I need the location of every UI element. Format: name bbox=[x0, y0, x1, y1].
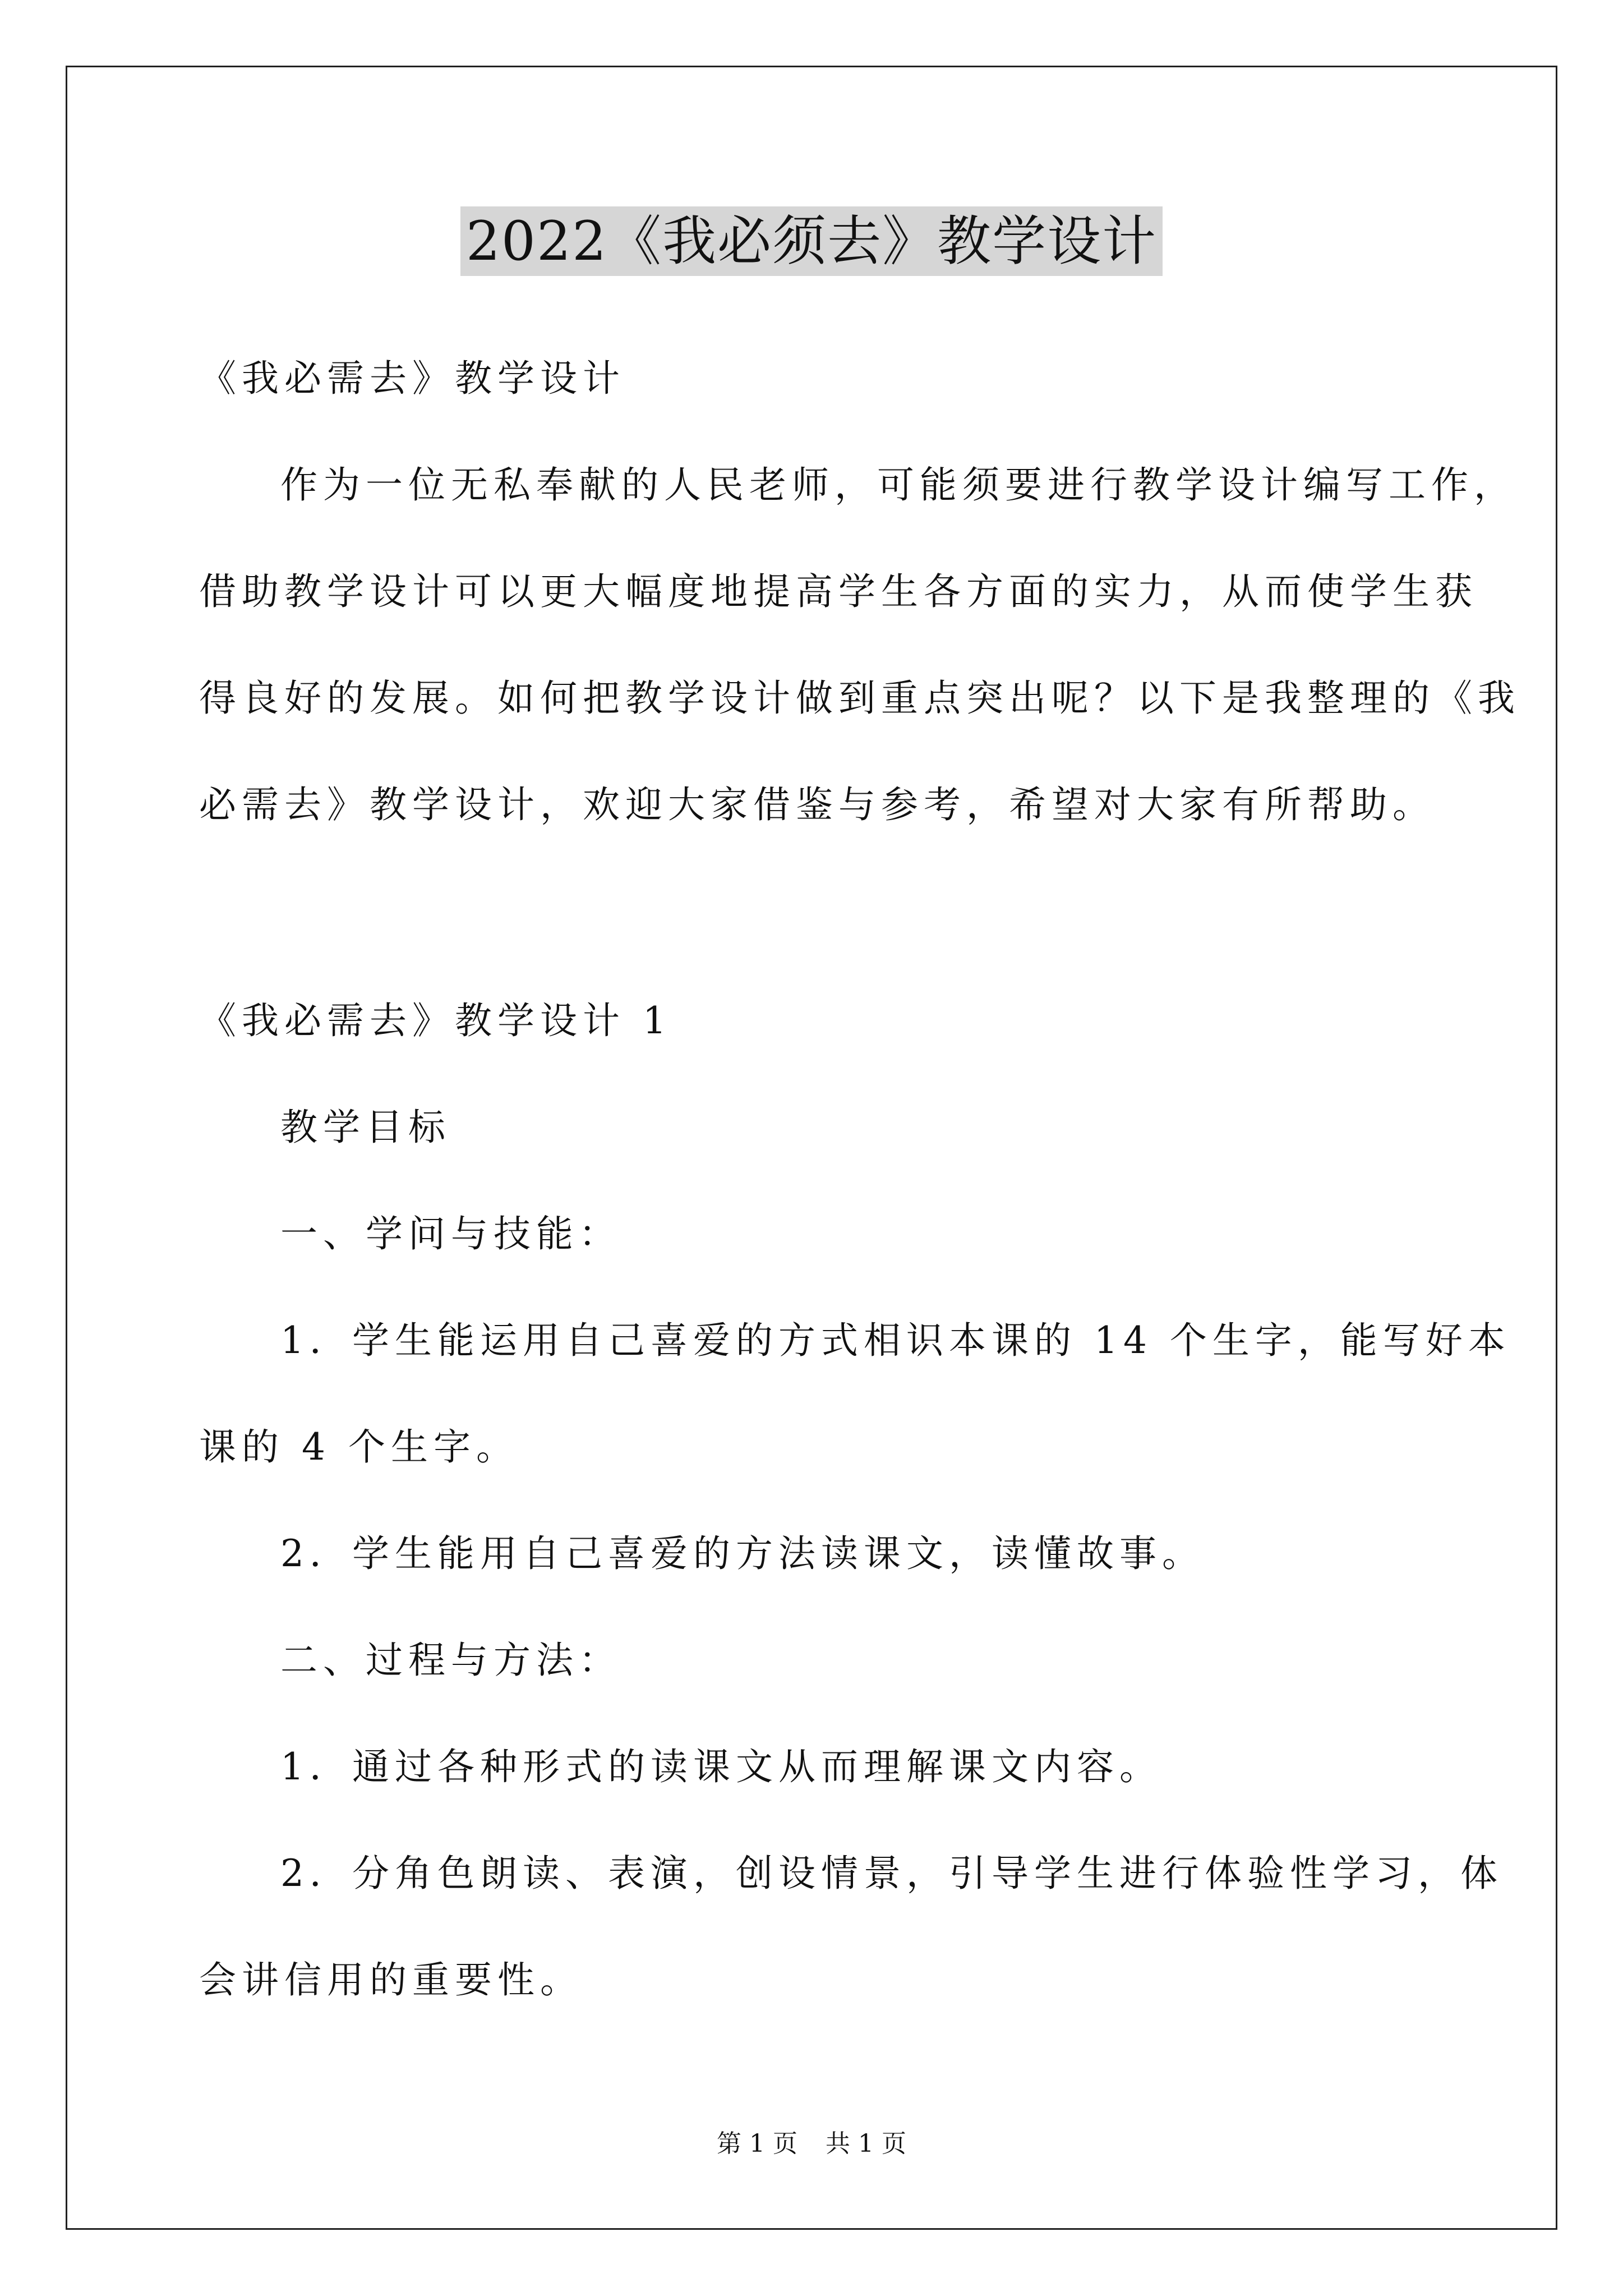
section-heading: 《我必需去》教学设计 bbox=[199, 357, 625, 400]
paragraph-line: 借助教学设计可以更大幅度地提高学生各方面的实力，从而使学生获 bbox=[199, 570, 1478, 613]
paragraph-line: 2．分角色朗读、表演，创设情景，引导学生进行体验性学习，体 bbox=[280, 1852, 1503, 1895]
subheading: 教学目标 bbox=[280, 1106, 451, 1149]
page-footer bbox=[0, 2127, 1623, 2161]
subheading: 一、学问与技能： bbox=[280, 1212, 621, 1255]
subheading: 二、过程与方法： bbox=[280, 1639, 621, 1682]
page-total: 共 1 页 bbox=[826, 2129, 906, 2158]
paragraph-line: 1．通过各种形式的读课文从而理解课文内容。 bbox=[280, 1745, 1162, 1788]
paragraph-line: 作为一位无私奉献的人民老师，可能须要进行教学设计编写工作， bbox=[280, 463, 1516, 507]
paragraph-line: 课的 4 个生字。 bbox=[199, 1425, 519, 1469]
document-title bbox=[0, 205, 1623, 278]
paragraph-line: 必需去》教学设计，欢迎大家借鉴与参考，希望对大家有所帮助。 bbox=[199, 783, 1435, 826]
section-heading: 《我必需去》教学设计 1 bbox=[199, 999, 672, 1042]
paragraph-line: 2．学生能用自己喜爱的方法读课文，读懂故事。 bbox=[280, 1532, 1205, 1575]
paragraph-line: 会讲信用的重要性。 bbox=[199, 1958, 583, 2001]
document-title-text: 2022《我必须去》教学设计 bbox=[460, 206, 1163, 276]
paragraph-line: 得良好的发展。如何把教学设计做到重点突出呢？以下是我整理的《我 bbox=[199, 677, 1520, 720]
paragraph-line: 1．学生能运用自己喜爱的方式相识本课的 14 个生字，能写好本 bbox=[280, 1319, 1511, 1362]
page-number: 第 1 页 bbox=[717, 2129, 797, 2158]
